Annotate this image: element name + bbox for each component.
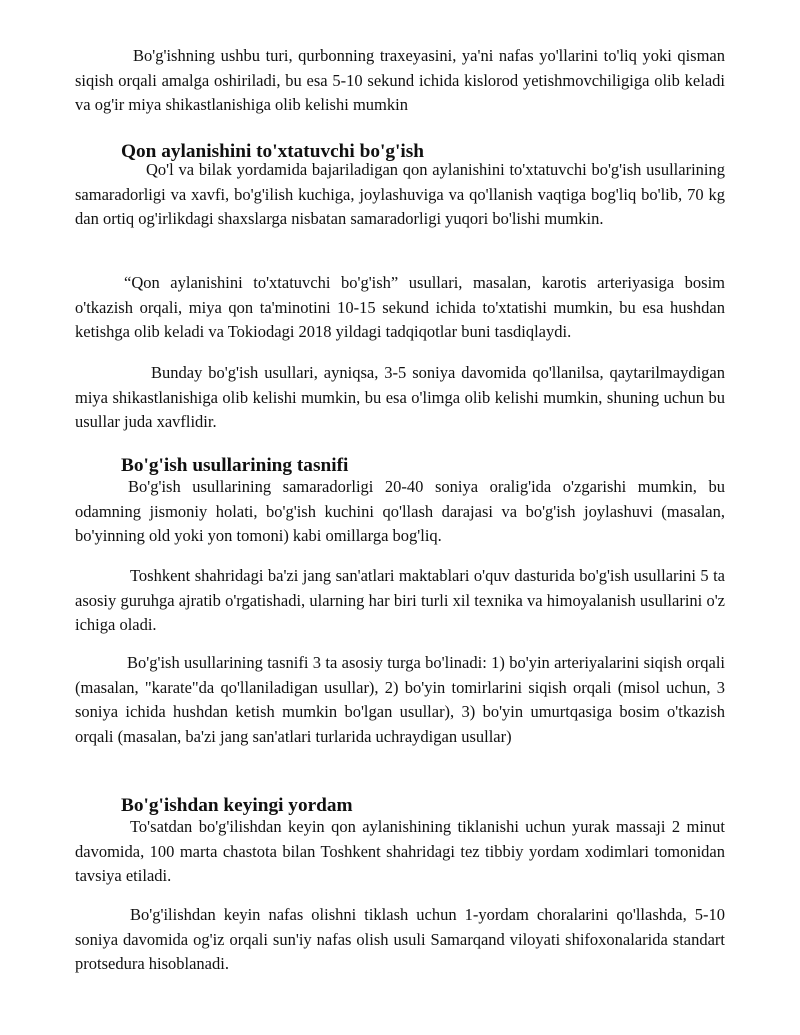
heading-keyingi-yordam: Bo'g'ishdan keyingi yordam (121, 795, 353, 816)
paragraph-8: To'satdan bo'g'ilishdan keyin qon aylanishining tiklanishi uchun yurak massaji 2 minut davomida, 100 marta chastota bilan Toshkent shahridagi tez tibbiy yordam xodimlari tomonidan tavsiya etiladi. (75, 817, 725, 886)
paragraph-4: Bunday bo'g'ish usullari, ayniqsa, 3-5 soniya davomida qo'llanilsa, qaytarilmaydigan miya shikastlanishiga olib kelishi mumkin, bu esa o'limga olib kelishi mumkin, shuning uchun bu usullar juda xavflidir. (75, 363, 725, 432)
paragraph-1: Bo'g'ishning ushbu turi, qurbonning traxeyasini, ya'ni nafas yo'llarini to'liq yoki qisman siqish orqali amalga oshiriladi, bu esa 5-10 sekund ichida kislorod yetishmovchiligiga olib keladi va og'ir miya shikastlanishiga olib kelishi mumkin (75, 46, 725, 115)
heading-tasnifi: Bo'g'ish usullarining tasnifi (121, 455, 349, 476)
paragraph-3: “Qon aylanishini to'xtatuvchi bo'g'ish” usullari, masalan, karotis arteriyasiga bosim o'tkazish orqali, miya qon ta'minotini 10-15 sekund ichida to'xtatishi mumkin, bu esa hushdan ketishga olib keladi va Tokiodagi 2018 yildagi tadqiqotlar buni tasdiqlaydi. (75, 273, 725, 342)
paragraph-2: Qo'l va bilak yordamida bajariladigan qon aylanishini to'xtatuvchi bo'g'ish usullarining samaradorligi va xavfi, bo'g'ilish kuchiga, joylashuviga va qo'llanish vaqtiga bog'liq bo'lib, 70 kg dan ortiq og'irlikdagi shaxslarga nisbatan samaradorligi yuqori bo'lishi mumkin. (75, 160, 725, 229)
paragraph-7: Bo'g'ish usullarining tasnifi 3 ta asosiy turga bo'linadi: 1) bo'yin arteriyalarini siqish orqali (masalan, "karate"da qo'llaniladigan usullar), 2) bo'yin tomirlarini siqish orqali (misol uchun, 3 soniya ichida hushdan ketish mumkin bo'lgan usullar), 3) bo'yin umurtqasiga bosim o'tkazish orqali (masalan, ba'zi jang san'atlari turlarida uchraydigan usullar) (75, 653, 725, 746)
paragraph-5: Bo'g'ish usullarining samaradorligi 20-40 soniya oralig'ida o'zgarishi mumkin, bu odamning jismoniy holati, bo'g'ish kuchini qo'llash darajasi va bo'g'ish joylashuvi (masalan, bo'yinning old yoki yon tomoni) kabi omillarga bog'liq. (75, 477, 725, 546)
paragraph-9: Bo'g'ilishdan keyin nafas olishni tiklash uchun 1-yordam choralarini qo'llashda, 5-10 soniya davomida og'iz orqali sun'iy nafas olish usuli Samarqand viloyati shifoxonalarida standart protsedura hisoblanadi. (75, 905, 725, 974)
heading-qon-aylanishini: Qon aylanishini to'xtatuvchi bo'g'ish (121, 141, 424, 162)
paragraph-6: Toshkent shahridagi ba'zi jang san'atlari maktablari o'quv dasturida bo'g'ish usullarini 5 ta asosiy guruhga ajratib o'rgatishadi, ularning har biri turli xil texnika va himoyalanish usullarini o'z ichiga oladi. (75, 566, 725, 635)
